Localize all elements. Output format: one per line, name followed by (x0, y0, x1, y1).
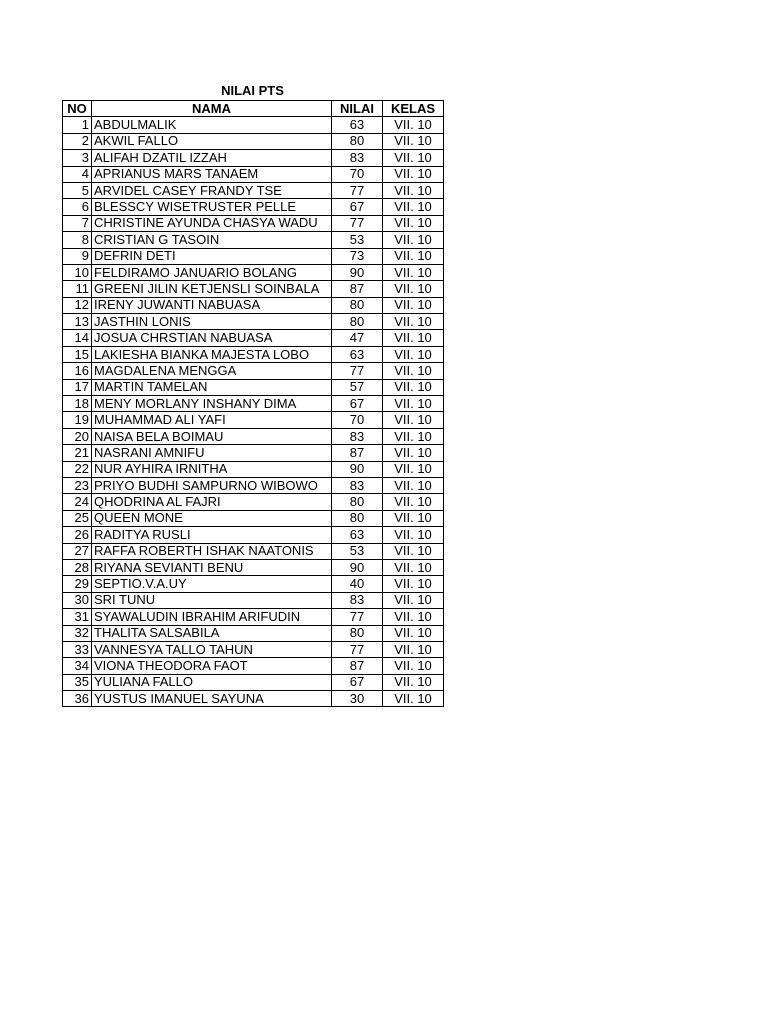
cell-nama: YUSTUS IMANUEL SAYUNA (92, 691, 332, 707)
cell-no: 20 (63, 428, 92, 444)
table-row (63, 314, 444, 330)
cell-nama: JASTHIN LONIS (92, 314, 332, 330)
cell-kelas: VII. 10 (383, 625, 444, 641)
table-row (63, 182, 444, 198)
cell-kelas: VII. 10 (383, 363, 444, 379)
cell-kelas: VII. 10 (383, 609, 444, 625)
cell-no: 11 (63, 281, 92, 297)
cell-nama: QHODRINA AL FAJRI (92, 494, 332, 510)
cell-nilai: 73 (332, 248, 383, 264)
cell-nama: GREENI JILIN KETJENSLI SOINBALA (92, 281, 332, 297)
cell-kelas: VII. 10 (383, 543, 444, 559)
cell-no: 25 (63, 510, 92, 526)
table-row (63, 576, 444, 592)
cell-no: 29 (63, 576, 92, 592)
cell-kelas: VII. 10 (383, 691, 444, 707)
cell-no: 24 (63, 494, 92, 510)
table-row (63, 133, 444, 149)
cell-no: 14 (63, 330, 92, 346)
cell-no: 2 (63, 133, 92, 149)
table-row (63, 445, 444, 461)
cell-nama: VIONA THEODORA FAOT (92, 658, 332, 674)
cell-nama: BLESSCY WISETRUSTER PELLE (92, 199, 332, 215)
cell-kelas: VII. 10 (383, 215, 444, 231)
cell-nama: SEPTIO.V.A.UY (92, 576, 332, 592)
cell-nama: LAKIESHA BIANKA MAJESTA LOBO (92, 346, 332, 362)
cell-nama: SYAWALUDIN IBRAHIM ARIFUDIN (92, 609, 332, 625)
cell-nilai: 80 (332, 297, 383, 313)
cell-no: 17 (63, 379, 92, 395)
cell-nilai: 47 (332, 330, 383, 346)
cell-kelas: VII. 10 (383, 117, 444, 133)
cell-nilai: 80 (332, 133, 383, 149)
table-row (63, 592, 444, 608)
cell-kelas: VII. 10 (383, 330, 444, 346)
cell-nama: MENY MORLANY INSHANY DIMA (92, 396, 332, 412)
cell-kelas: VII. 10 (383, 281, 444, 297)
table-header-row (63, 101, 444, 117)
cell-kelas: VII. 10 (383, 379, 444, 395)
cell-no: 16 (63, 363, 92, 379)
table-row (63, 199, 444, 215)
cell-nilai: 83 (332, 428, 383, 444)
cell-nama: YULIANA FALLO (92, 674, 332, 690)
table-row (63, 691, 444, 707)
cell-nilai: 90 (332, 461, 383, 477)
table-row (63, 330, 444, 346)
cell-kelas: VII. 10 (383, 461, 444, 477)
cell-nilai: 63 (332, 346, 383, 362)
cell-no: 4 (63, 166, 92, 182)
cell-nilai: 77 (332, 215, 383, 231)
table-row (63, 543, 444, 559)
cell-nilai: 80 (332, 494, 383, 510)
table-row (63, 264, 444, 280)
cell-kelas: VII. 10 (383, 396, 444, 412)
cell-no: 1 (63, 117, 92, 133)
cell-no: 33 (63, 641, 92, 657)
table-row (63, 281, 444, 297)
cell-nilai: 83 (332, 150, 383, 166)
cell-nilai: 70 (332, 412, 383, 428)
cell-nilai: 80 (332, 510, 383, 526)
cell-no: 23 (63, 477, 92, 493)
cell-nilai: 87 (332, 445, 383, 461)
grades-table (62, 100, 444, 707)
cell-no: 10 (63, 264, 92, 280)
cell-no: 6 (63, 199, 92, 215)
table-row (63, 494, 444, 510)
cell-kelas: VII. 10 (383, 199, 444, 215)
header-kelas: KELAS (383, 101, 444, 117)
cell-nilai: 87 (332, 658, 383, 674)
table-row (63, 346, 444, 362)
header-nama: NAMA (92, 101, 332, 117)
cell-kelas: VII. 10 (383, 510, 444, 526)
table-row (63, 363, 444, 379)
table-body (63, 117, 444, 707)
cell-kelas: VII. 10 (383, 527, 444, 543)
cell-nama: IRENY JUWANTI NABUASA (92, 297, 332, 313)
cell-no: 36 (63, 691, 92, 707)
cell-no: 18 (63, 396, 92, 412)
cell-nama: ABDULMALIK (92, 117, 332, 133)
table-row (63, 379, 444, 395)
cell-nilai: 63 (332, 117, 383, 133)
table-row (63, 609, 444, 625)
cell-no: 7 (63, 215, 92, 231)
cell-no: 13 (63, 314, 92, 330)
cell-nilai: 53 (332, 232, 383, 248)
cell-kelas: VII. 10 (383, 658, 444, 674)
cell-nama: VANNESYA TALLO TAHUN (92, 641, 332, 657)
cell-no: 26 (63, 527, 92, 543)
cell-no: 8 (63, 232, 92, 248)
cell-nama: THALITA SALSABILA (92, 625, 332, 641)
cell-nilai: 70 (332, 166, 383, 182)
page-title: NILAI PTS (221, 83, 284, 98)
cell-no: 15 (63, 346, 92, 362)
header-nilai: NILAI (332, 101, 383, 117)
cell-nilai: 90 (332, 264, 383, 280)
cell-kelas: VII. 10 (383, 477, 444, 493)
cell-nama: MARTIN TAMELAN (92, 379, 332, 395)
cell-no: 19 (63, 412, 92, 428)
cell-nama: MUHAMMAD ALI YAFI (92, 412, 332, 428)
table-row (63, 166, 444, 182)
cell-kelas: VII. 10 (383, 576, 444, 592)
cell-nilai: 87 (332, 281, 383, 297)
cell-no: 31 (63, 609, 92, 625)
cell-no: 5 (63, 182, 92, 198)
cell-nilai: 77 (332, 182, 383, 198)
cell-nilai: 80 (332, 314, 383, 330)
table-row (63, 559, 444, 575)
cell-kelas: VII. 10 (383, 445, 444, 461)
cell-nama: NUR AYHIRA IRNITHA (92, 461, 332, 477)
cell-nama: QUEEN MONE (92, 510, 332, 526)
cell-nilai: 83 (332, 592, 383, 608)
cell-nilai: 77 (332, 609, 383, 625)
table-row (63, 527, 444, 543)
header-no: NO (63, 101, 92, 117)
cell-no: 12 (63, 297, 92, 313)
cell-nilai: 53 (332, 543, 383, 559)
cell-kelas: VII. 10 (383, 494, 444, 510)
cell-no: 27 (63, 543, 92, 559)
cell-no: 32 (63, 625, 92, 641)
cell-nama: CHRISTINE AYUNDA CHASYA WADU (92, 215, 332, 231)
cell-kelas: VII. 10 (383, 592, 444, 608)
cell-nilai: 67 (332, 199, 383, 215)
cell-nama: CRISTIAN G TASOIN (92, 232, 332, 248)
cell-nilai: 30 (332, 691, 383, 707)
cell-kelas: VII. 10 (383, 182, 444, 198)
table-row (63, 215, 444, 231)
table-row (63, 461, 444, 477)
cell-no: 21 (63, 445, 92, 461)
cell-nilai: 40 (332, 576, 383, 592)
cell-no: 9 (63, 248, 92, 264)
table-row (63, 477, 444, 493)
cell-nama: MAGDALENA MENGGA (92, 363, 332, 379)
cell-nilai: 77 (332, 641, 383, 657)
table-row (63, 150, 444, 166)
table-row (63, 396, 444, 412)
cell-kelas: VII. 10 (383, 346, 444, 362)
cell-kelas: VII. 10 (383, 641, 444, 657)
cell-nama: FELDIRAMO JANUARIO BOLANG (92, 264, 332, 280)
cell-nama: APRIANUS MARS TANAEM (92, 166, 332, 182)
cell-kelas: VII. 10 (383, 412, 444, 428)
cell-kelas: VII. 10 (383, 297, 444, 313)
cell-no: 30 (63, 592, 92, 608)
cell-kelas: VII. 10 (383, 248, 444, 264)
cell-kelas: VII. 10 (383, 232, 444, 248)
cell-nama: RIYANA SEVIANTI BENU (92, 559, 332, 575)
table-row (63, 412, 444, 428)
cell-kelas: VII. 10 (383, 559, 444, 575)
cell-no: 28 (63, 559, 92, 575)
table-row (63, 248, 444, 264)
cell-nama: ARVIDEL CASEY FRANDY TSE (92, 182, 332, 198)
cell-nama: DEFRIN DETI (92, 248, 332, 264)
cell-nilai: 80 (332, 625, 383, 641)
table-row (63, 674, 444, 690)
cell-nama: ALIFAH DZATIL IZZAH (92, 150, 332, 166)
cell-kelas: VII. 10 (383, 133, 444, 149)
cell-nama: JOSUA CHRSTIAN NABUASA (92, 330, 332, 346)
cell-kelas: VII. 10 (383, 428, 444, 444)
table-row (63, 625, 444, 641)
cell-kelas: VII. 10 (383, 674, 444, 690)
cell-kelas: VII. 10 (383, 166, 444, 182)
cell-nama: RAFFA ROBERTH ISHAK NAATONIS (92, 543, 332, 559)
cell-nilai: 77 (332, 363, 383, 379)
cell-nilai: 67 (332, 674, 383, 690)
table-row (63, 510, 444, 526)
cell-nama: SRI TUNU (92, 592, 332, 608)
cell-nilai: 57 (332, 379, 383, 395)
table-row (63, 658, 444, 674)
table-row (63, 297, 444, 313)
cell-no: 3 (63, 150, 92, 166)
cell-nilai: 67 (332, 396, 383, 412)
cell-no: 34 (63, 658, 92, 674)
cell-nama: NASRANI AMNIFU (92, 445, 332, 461)
cell-nilai: 83 (332, 477, 383, 493)
table-row (63, 117, 444, 133)
cell-nilai: 90 (332, 559, 383, 575)
cell-kelas: VII. 10 (383, 314, 444, 330)
cell-kelas: VII. 10 (383, 150, 444, 166)
table-row (63, 641, 444, 657)
cell-kelas: VII. 10 (383, 264, 444, 280)
cell-nama: NAISA BELA BOIMAU (92, 428, 332, 444)
cell-nama: AKWIL FALLO (92, 133, 332, 149)
cell-nama: PRIYO BUDHI SAMPURNO WIBOWO (92, 477, 332, 493)
cell-nilai: 63 (332, 527, 383, 543)
table-row (63, 232, 444, 248)
cell-no: 22 (63, 461, 92, 477)
table-row (63, 428, 444, 444)
cell-no: 35 (63, 674, 92, 690)
cell-nama: RADITYA RUSLI (92, 527, 332, 543)
